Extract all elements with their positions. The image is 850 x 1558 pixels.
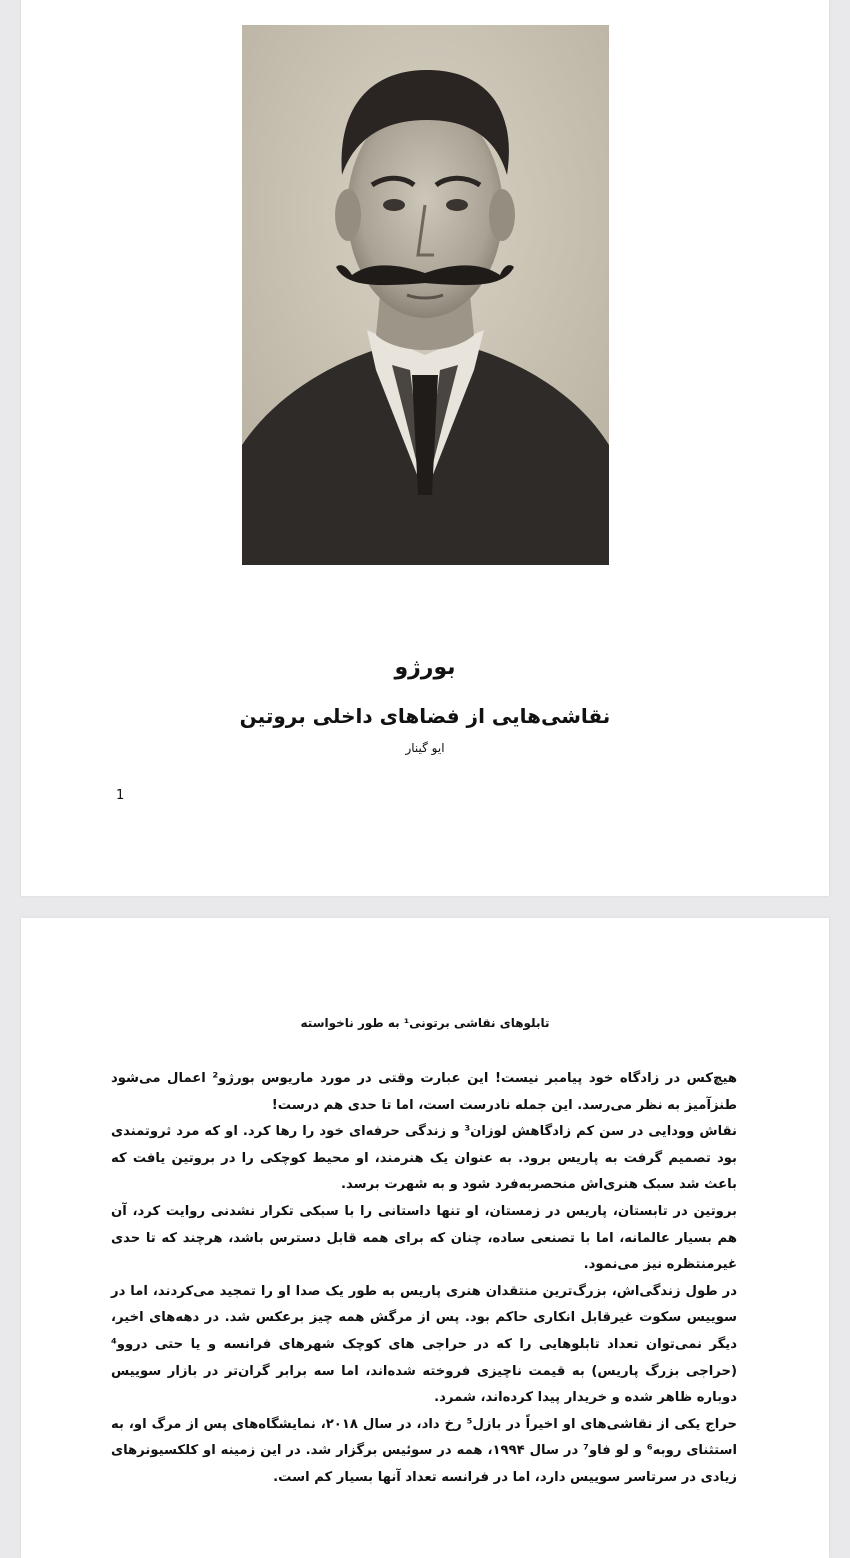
- paragraph: هیچ‌کس در زادگاه خود پیامبر نیست! این عبارت وقتی در مورد ماریوس بورژو² اعمال می‌شود طنزآمیز به نظر می‌رسد. این جمله نادرست است، اما تا حدی هم درست!: [111, 1071, 737, 1113]
- author-name: ایو گینار: [405, 741, 445, 755]
- document-page-2: [21, 918, 829, 1558]
- paragraph: حراج یکی از نقاشی‌های او اخیراً در بازل⁵ رخ داد، در سال ۲۰۱۸، نمایشگاه‌های پس از مرگ او، به استثنای روبه⁶ و لو فاو⁷ در سال ۱۹۹۴، همه در سوئیس برگزار شد. در این زمینه او کلکسیونرهای زیادی در سرتاسر سوییس دارد، اما در فرانسه تعداد آنها بسیار کم است.: [111, 1416, 738, 1485]
- portrait-drawing: [242, 25, 609, 565]
- paragraph: نقاش وودایی در سن کم زادگاهش لوزان³ و زندگی حرفه‌ای خود را رها کرد. او که مرد ثروتمندی بود تصمیم گرفت به پاریس برود. به عنوان یک هنرمند، او محیط کوچکی را در بروتین یافت که باعث شد سبک هنری‌اش منحصربه‌فرد شود و به شهرت برسد.: [111, 1124, 737, 1193]
- body-text: [111, 1066, 737, 1492]
- paragraph: بروتین در تابستان، پاریس در زمستان، او تنها داستانی را با سبکی تکرار نشدنی روایت کرد، آن هم بسیار عالمانه، اما با تصنعی ساده، چنان که برای همه قابل دسترس باشد، هرچند که تا حدی غیرمنتظره نیز می‌نمود.: [111, 1203, 737, 1273]
- document-title: بورژو: [394, 655, 456, 680]
- document-subtitle: نقاشی‌هایی از فضاهای داخلی بروتین: [239, 704, 611, 728]
- page-number: 1: [116, 788, 125, 803]
- paragraph: در طول زندگی‌اش، بزرگ‌ترین منتقدان هنری پاریس به طور یک صدا او را تمجید می‌کردند، اما در سوییس سکوت غیرقابل انکاری حاکم بود. پس از مرگش همه چیز برعکس شد. در دهه‌های اخیر، دیگر نمی‌توان تعداد تابلوهایی را که در حراجی های کوچک شهرهای فرانسه و یا حتی دروو⁴ (حراجی بزرگ پاریس) به قیمت ناچیزی فروخته شده‌اند، اما سه برابر گران‌تر در بازار سوییس دوباره ظاهر شده و خریدار پیدا کرده‌اند، شمرد.: [111, 1283, 737, 1406]
- section-heading: تابلوهای نقاشی برتونی¹ به طور ناخواسته: [300, 1016, 550, 1030]
- document-page-1: [21, 0, 829, 896]
- author-portrait-photo: [242, 25, 609, 565]
